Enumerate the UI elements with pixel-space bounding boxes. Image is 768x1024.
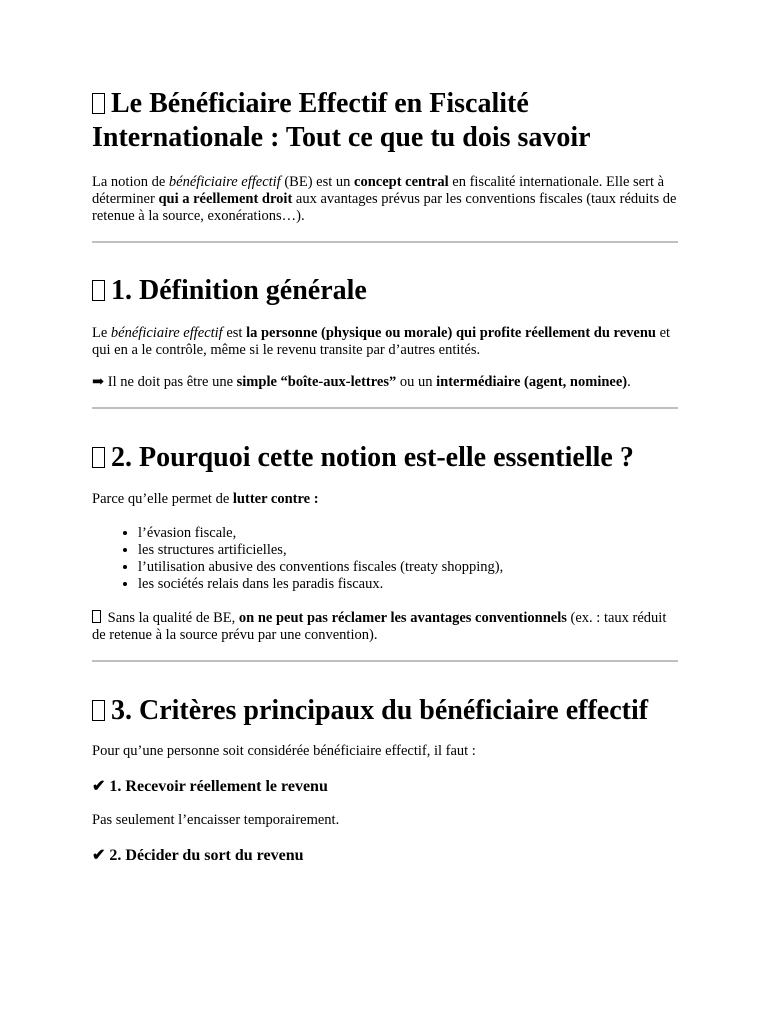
missing-glyph-icon bbox=[92, 447, 105, 468]
definition-text: est bbox=[222, 325, 247, 341]
document-title-text: Le Bénéficiaire Effectif en Fiscalité Internationale : Tout ce que tu dois savoir bbox=[92, 88, 591, 153]
abuse-list bbox=[92, 525, 678, 593]
check-icon: ✔ bbox=[92, 778, 106, 795]
section-divider bbox=[92, 407, 678, 409]
section-divider bbox=[92, 660, 678, 662]
list-item: • l’utilisation abusive des conventions fiscales (treaty shopping), bbox=[138, 559, 678, 576]
list-item: • l’évasion fiscale, bbox=[138, 525, 678, 542]
section-2-heading-text: 2. Pourquoi cette notion est-elle essentielle ? bbox=[111, 442, 634, 473]
section-divider bbox=[92, 241, 678, 243]
warning-text: (ex. : taux réduit de retenue à la source prévu par une convention). bbox=[92, 610, 667, 643]
definition-term: bénéficiaire effectif bbox=[110, 325, 223, 341]
intro-emphasis: qui a réellement droit bbox=[158, 191, 293, 207]
section-3-heading bbox=[92, 694, 678, 728]
note-emphasis: intermédiaire (agent, nominee) bbox=[436, 374, 628, 390]
list-item: • les structures artificielles, bbox=[138, 542, 678, 559]
document-page bbox=[92, 0, 678, 866]
section-1-note bbox=[92, 374, 678, 391]
definition-emphasis: la personne (physique ou morale) qui profite réellement du revenu bbox=[246, 325, 656, 341]
section-2-intro-emphasis: lutter contre : bbox=[232, 491, 319, 507]
intro-text: La notion de bbox=[92, 174, 169, 190]
warning-emphasis: on ne peut pas réclamer les avantages conventionnels bbox=[238, 610, 567, 626]
definition-text: Le bbox=[92, 325, 111, 341]
note-emphasis: simple “boîte-aux-lettres” bbox=[236, 374, 397, 390]
section-1-heading bbox=[92, 274, 678, 308]
criterion-1-text: Pas seulement l’encaisser temporairement. bbox=[92, 812, 340, 828]
list-item: • les sociétés relais dans les paradis fiscaux. bbox=[138, 576, 678, 593]
definition-text: et qui en a le contrôle, même si le revenu transite par d’autres entités. bbox=[92, 325, 671, 358]
note-text: ou un bbox=[396, 374, 437, 390]
check-icon: ✔ bbox=[92, 847, 106, 864]
section-2-heading bbox=[92, 441, 678, 475]
intro-paragraph bbox=[92, 174, 678, 225]
intro-term: bénéficiaire effectif bbox=[168, 174, 281, 190]
criterion-1-heading bbox=[92, 777, 678, 797]
intro-emphasis: concept central bbox=[354, 174, 449, 190]
criterion-2-title: 2. Décider du sort du revenu bbox=[105, 847, 304, 864]
criterion-2-heading bbox=[92, 846, 678, 866]
missing-glyph-icon bbox=[92, 610, 101, 623]
section-2-intro bbox=[92, 491, 678, 508]
section-1-definition bbox=[92, 325, 678, 359]
warning-text: Sans la qualité de BE, bbox=[104, 610, 239, 626]
intro-text: (BE) est un bbox=[280, 174, 355, 190]
section-2-warning bbox=[92, 610, 678, 644]
missing-glyph-icon bbox=[92, 280, 105, 301]
intro-text: aux avantages prévus par les conventions fiscales (taux réduits de retenue à la source, exonérations…). bbox=[92, 191, 677, 224]
note-text: Il ne doit pas être une bbox=[104, 374, 237, 390]
document-title bbox=[92, 0, 678, 155]
section-3-intro: Pour qu’une personne soit considérée bénéficiaire effectif, il faut : bbox=[92, 743, 476, 759]
missing-glyph-icon bbox=[92, 700, 105, 721]
note-text: . bbox=[627, 374, 631, 390]
section-2-intro-text: Parce qu’elle permet de bbox=[92, 491, 233, 507]
missing-glyph-icon bbox=[92, 93, 105, 114]
section-1-heading-text: 1. Définition générale bbox=[111, 275, 367, 306]
intro-text: en fiscalité internationale. Elle sert à déterminer bbox=[92, 174, 665, 207]
criterion-1-title: 1. Recevoir réellement le revenu bbox=[105, 778, 328, 795]
section-3-heading-text: 3. Critères principaux du bénéficiaire effectif bbox=[111, 695, 649, 726]
arrow-right-icon: ➡ bbox=[92, 374, 105, 390]
